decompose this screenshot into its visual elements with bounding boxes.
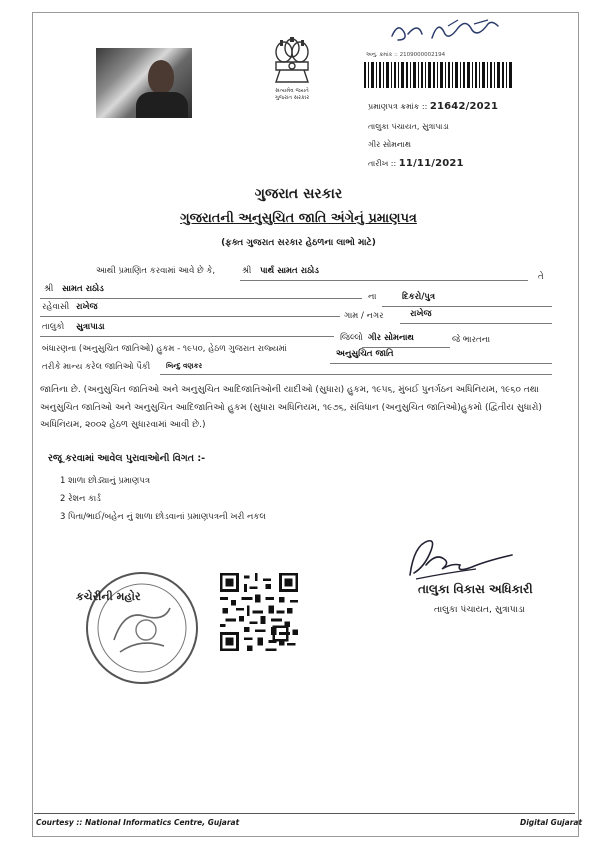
relation-underline	[382, 306, 552, 307]
name-underline	[240, 280, 528, 281]
resident-label: રહેવાસી	[42, 302, 70, 312]
footer-brand: Digital Gujarat	[520, 818, 583, 827]
certificate-note: (ફક્ત ગુજરાત સરકાર હેઠળના લાભો માટે)	[221, 238, 376, 248]
document-item: 3 પિતા/ભાઈ/બહેન નું શાળા છોડવાનાં પ્રમાણપત્રની ખરી નકલ	[60, 512, 266, 522]
te-label: તે	[538, 272, 544, 282]
issue-date-label: તારીખ ::	[368, 159, 397, 168]
issue-date-value: 11/11/2021	[398, 158, 464, 169]
top-signature-icon	[388, 16, 508, 50]
issue-date	[368, 158, 464, 169]
caste-value: બિન્દુ વણકર	[166, 362, 203, 370]
resident-value: રાખેજ	[76, 302, 98, 312]
certify-intro: આથી પ્રમાણિત કરવામાં આવે છે કે,	[96, 266, 216, 276]
caste-underline	[160, 374, 552, 375]
state-label: જે ભારતના	[452, 335, 491, 345]
relation-value: દિકરો/પુત્ર	[402, 292, 436, 302]
officer-signature-icon	[396, 535, 526, 585]
village-value: રાખેજ	[410, 309, 432, 319]
emblem-caption: સત્યમેવ જયતે ગુજરાત સરકાર	[274, 88, 310, 101]
parent-prefix: શ્રી	[44, 284, 54, 294]
taluka-label: તાલુકો	[42, 322, 65, 332]
candidate-name: પાર્થ સામત રાઠોડ	[260, 266, 319, 276]
resident-underline	[40, 316, 340, 317]
district-value: ગીર સોમનાથ	[368, 333, 414, 343]
barcode-icon	[364, 62, 514, 88]
village-underline	[400, 323, 552, 324]
seal-text: કચેરીની મહોર	[76, 590, 141, 603]
order-text: બંધારણના (અનુસુચિત જાતિઓ) હુકમ - ૧૯૫૦, હેઠળ ગુજરાત રાજ્યમાં	[42, 344, 287, 354]
office-line-1: તાલુકા પંચાયત, સુત્રાપાડા	[368, 122, 449, 131]
caste-label: તરીકે માન્ય કરેલ જાતિઓ પૈકી	[42, 362, 151, 372]
parent-underline	[40, 298, 362, 299]
category-value: અનુસુચિત જાતિ	[336, 349, 394, 359]
parent-name: સામત રાઠોડ	[62, 284, 104, 294]
certificate-title: ગુજરાતની અનુસુચિત જાતિ અંગેનું પ્રમાણપત્ર	[180, 211, 417, 226]
category-underline	[330, 363, 552, 364]
legal-paragraph: જાતિના છે. (અનુસુચિત જાતિઓ અને અનુસુચિત આદિજાતિઓની યાદીઓ (સુધારા) હુકમ, ૧૯૫૬, મુંબઈ પુનર્ગઠન અધિનિયમ, ૧૯૬૦ તથા અનુસુચિત જાતિઓ અને અનુસુચિત આદિજાતિઓ હુકમ (સુધારા અધિનિયમ, ૧૯૭૬, સંવિધાન (અનુસુચિત જાતિઓ)હુકમો (દ્વિતીય સુધારો) અધિનિયમ, ૨૦૦૨ હેઠળ સુધારવામાં આવી છે.)	[40, 385, 542, 430]
relation-label: ના	[368, 292, 377, 302]
officer-office: તાલુકા પંચાયત, સુત્રાપાડા	[434, 605, 525, 615]
barcode-number: અનુ. ક્રમાંક :: 2109000002194	[366, 52, 446, 58]
office-line-2: ગીર સોમનાથ	[368, 140, 411, 149]
certificate-number-label: પ્રમાણપત્ર ક્રમાંક ::	[368, 102, 428, 111]
taluka-underline	[40, 336, 334, 337]
officer-title: તાલુકા વિકાસ અધિકારી	[418, 582, 533, 596]
certificate-number-value: 21642/2021	[429, 101, 499, 112]
name-prefix: શ્રી	[242, 266, 252, 276]
district-label: જિલ્લો	[340, 333, 363, 343]
document-item: 2 રેશન કાર્ડ	[60, 494, 101, 504]
document-item: 1 શાળા છોડ્યાનું પ્રમાણપત્ર	[60, 476, 151, 486]
village-label: ગામ / નગર	[344, 311, 384, 321]
district-underline	[362, 347, 450, 348]
certificate-number	[368, 101, 498, 112]
office-seal-icon	[84, 570, 200, 686]
qr-code-icon	[220, 573, 298, 651]
applicant-photo	[96, 48, 192, 118]
footer-divider	[34, 813, 575, 814]
footer-courtesy: Courtesy :: National Informatics Centre, Gujarat	[36, 818, 240, 827]
documents-title: રજૂ કરવામાં આવેલ પુરાવાઓની વિગત :-	[48, 453, 206, 464]
government-title: ગુજરાત સરકાર	[254, 186, 343, 202]
taluka-value: સુત્રાપાડા	[76, 322, 105, 332]
